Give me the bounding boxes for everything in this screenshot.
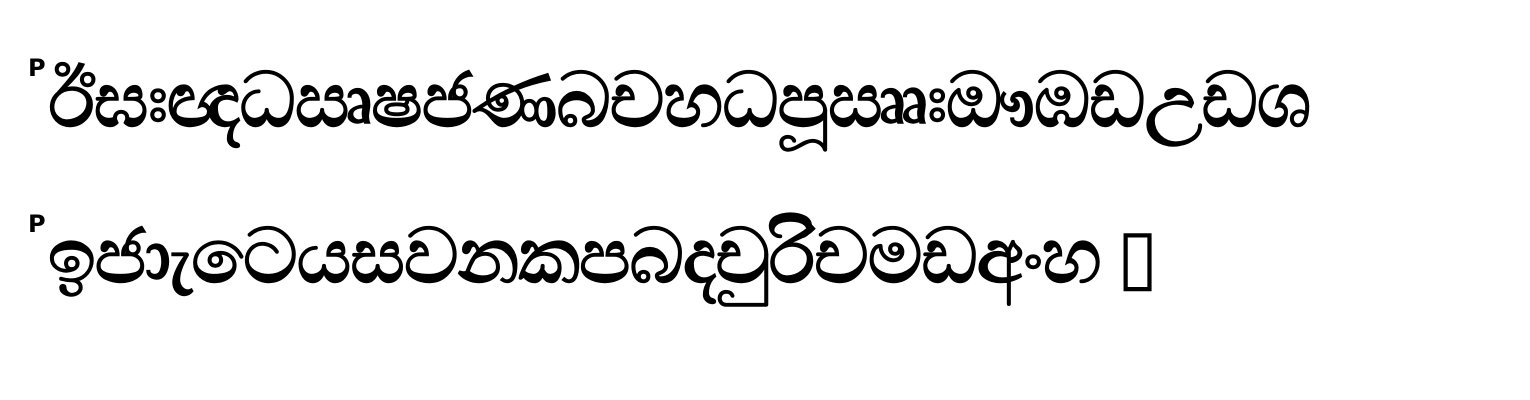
specimen-line-2 (28, 208, 1158, 304)
sinhala-glyph-row: ඉජාැටෙයසවනකපබදචුරිචමඩඅංහ (48, 211, 1101, 300)
line-marker: P (28, 54, 46, 82)
missing-glyph-box: ▯ (1116, 211, 1158, 300)
line-marker: P (28, 210, 46, 238)
specimen-line-1 (28, 52, 1311, 148)
sinhala-glyph-row: ඊඝඃඥධඍෂජණබචහධපූඎඃඖඹඩඋඩශ (48, 55, 1311, 144)
